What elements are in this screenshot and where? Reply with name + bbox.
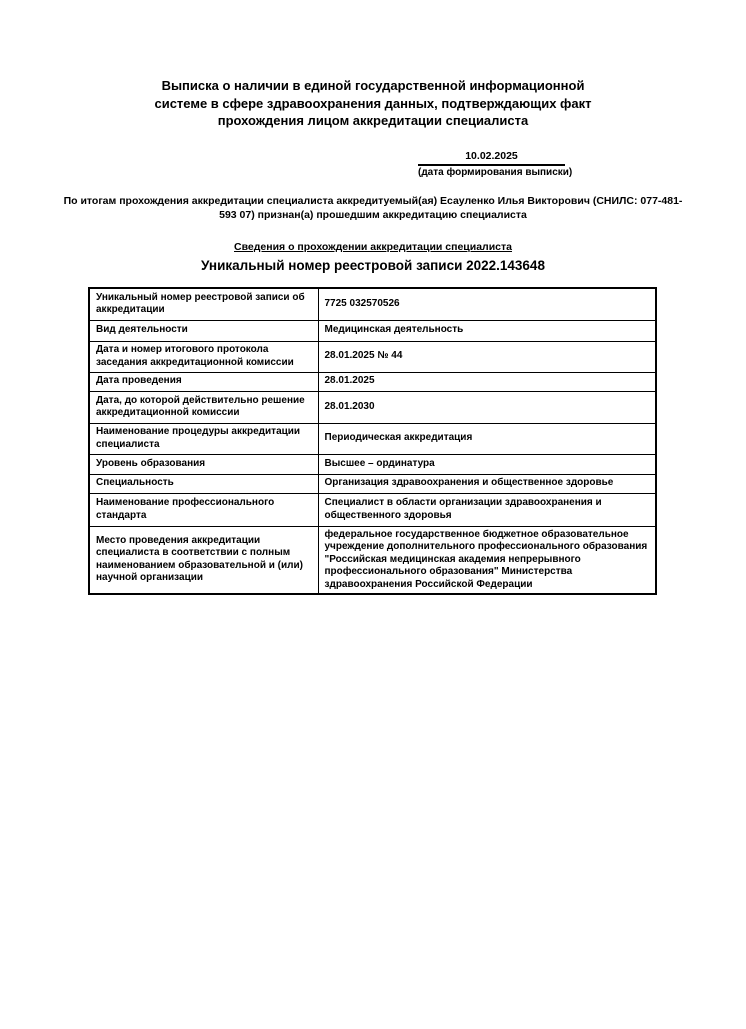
row-value-education-level: Высшее – ординатура (318, 454, 656, 474)
table-row (89, 423, 656, 454)
row-label-valid-until: Дата, до которой действительно решение аккредитационной комиссии (89, 391, 318, 423)
row-label-education-level: Уровень образования (89, 454, 318, 474)
row-label-specialty: Специальность (89, 474, 318, 493)
table-row (89, 474, 656, 493)
table-row (89, 372, 656, 391)
issue-date-caption: (дата формирования выписки) (418, 167, 573, 178)
row-value-specialty: Организация здравоохранения и общественное здоровье (318, 474, 656, 493)
document-title-line-1: Выписка о наличии в единой государственной информационной (161, 78, 585, 93)
document-title-line-2: системе в сфере здравоохранения данных, подтверждающих факт (154, 95, 592, 111)
table-row (89, 454, 656, 474)
row-label-registry-number: Уникальный номер реестровой записи об аккредитации (89, 288, 318, 320)
row-label-procedure-name: Наименование процедуры аккредитации специалиста (89, 423, 318, 454)
row-value-accreditation-place: федеральное государственное бюджетное образовательное учреждение дополнительного профессионального образования "Российская медицинская академия непрерывного профессионального образования" Министерства здравоохранения Российской Федерации (318, 526, 656, 594)
intro-paragraph-line-1: По итогам прохождения аккредитации специалиста аккредитуемый(ая) Есауленко Илья Викторович (СНИЛС: 077-481- (63, 195, 683, 207)
document-title-line-3: прохождения лицом аккредитации специалиста (217, 113, 529, 128)
registry-number-heading: Уникальный номер реестровой записи 2022.143648 (201, 258, 545, 273)
row-value-protocol: 28.01.2025 № 44 (318, 341, 656, 372)
section-heading: Сведения о прохождении аккредитации специалиста (234, 241, 512, 253)
intro-paragraph-line-2: 593 07) признан(а) прошедшим аккредитацию специалиста (219, 208, 527, 221)
row-label-activity-type: Вид деятельности (89, 320, 318, 341)
intro-paragraph (30, 195, 716, 222)
row-value-valid-until: 28.01.2030 (318, 391, 656, 423)
table-row (89, 493, 656, 526)
row-value-procedure-name: Периодическая аккредитация (318, 423, 656, 454)
document-title (60, 77, 686, 130)
row-label-conduct-date: Дата проведения (89, 372, 318, 391)
table-row (89, 341, 656, 372)
row-label-accreditation-place: Место проведения аккредитации специалиста в соответствии с полным наименованием образовательной и (или) научной организации (89, 526, 318, 594)
row-value-registry-number: 7725 032570526 (318, 288, 656, 320)
row-value-professional-standard: Специалист в области организации здравоохранения и общественного здоровья (318, 493, 656, 526)
row-value-activity-type: Медицинская деятельность (318, 320, 656, 341)
row-label-protocol: Дата и номер итогового протокола заседания аккредитационной комиссии (89, 341, 318, 372)
row-value-conduct-date: 28.01.2025 (318, 372, 656, 391)
issue-date-block (418, 149, 573, 179)
table-row (89, 391, 656, 423)
table-row (89, 320, 656, 341)
issue-date-value: 10.02.2025 (418, 149, 565, 166)
row-label-professional-standard: Наименование профессионального стандарта (89, 493, 318, 526)
accreditation-table (88, 287, 657, 595)
table-row (89, 288, 656, 320)
table-row (89, 526, 656, 594)
